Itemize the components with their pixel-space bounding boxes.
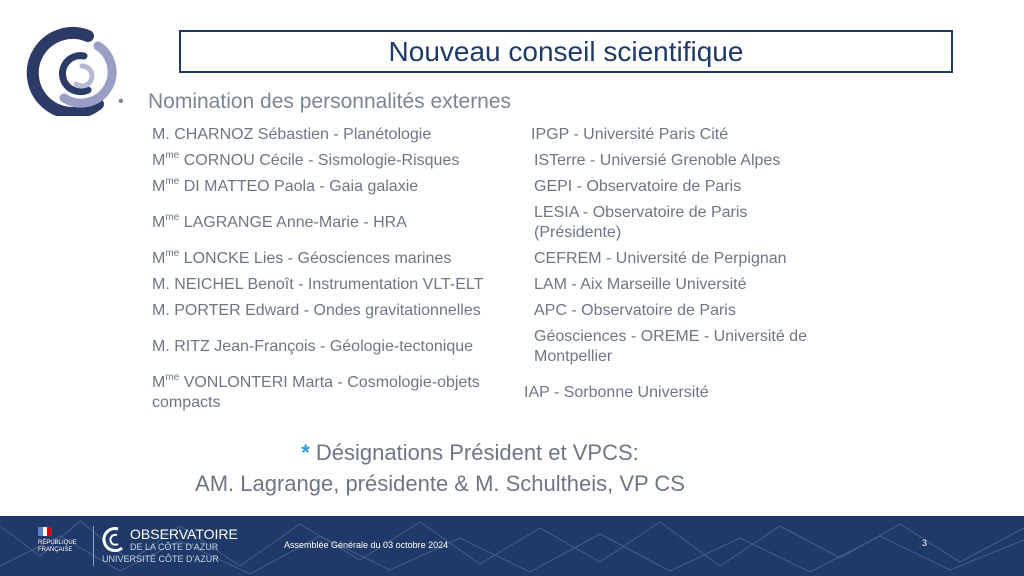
slide-title <box>179 30 953 73</box>
member-row <box>152 174 872 200</box>
bullet-icon: • <box>118 93 124 111</box>
member-institution: GEPI - Observatoire de Paris <box>534 178 742 195</box>
rf-line1: RÉPUBLIQUE <box>38 540 77 546</box>
member-name: $M^{me}$ VONLONTERI Marta - Cosmologie-objets compacts <box>152 372 480 411</box>
member-institution: LESIA - Observatoire de Paris (Présidente) <box>534 204 748 241</box>
member-row <box>152 246 872 272</box>
member-name: $M^{me}$ LAGRANGE Anne-Marie - HRA <box>152 212 407 231</box>
footer-divider <box>93 526 94 566</box>
oca-line3: UNIVERSITÉ CÔTE D'AZUR <box>102 554 219 564</box>
member-name: $M^{me}$ DI MATTEO Paola - Gaia galaxie <box>152 176 419 195</box>
rf-line2: FRANÇAISE <box>38 547 73 553</box>
member-name: M. PORTER Edward - Ondes gravitationnelles <box>152 302 481 319</box>
member-row <box>152 200 872 246</box>
subtitle <box>118 90 511 114</box>
member-institution: CEFREM - Université de Perpignan <box>534 250 787 267</box>
oca-line2: DE LA CÔTE D'AZUR <box>130 542 219 552</box>
member-row <box>152 148 872 174</box>
member-row <box>152 370 872 416</box>
member-row <box>152 298 872 324</box>
footer-event-text: Assemblée Générale du 03 octobre 2024 <box>284 540 449 550</box>
observatoire-logo <box>26 26 126 116</box>
member-name: M. CHARNOZ Sébastien - Planétologie <box>152 126 432 143</box>
member-name: $M^{me}$ LONCKE Lies - Géosciences marines <box>152 248 452 267</box>
member-row <box>152 324 872 370</box>
member-institution: IPGP - Université Paris Cité <box>531 126 729 143</box>
member-institution: LAM - Aix Marseille Université <box>534 276 747 293</box>
member-name: $M^{me}$ CORNOU Cécile - Sismologie-Risques <box>152 150 460 169</box>
designations-detail: AM. Lagrange, présidente & M. Schultheis, VP CS <box>195 471 685 496</box>
member-institution: IAP - Sorbonne Université <box>524 384 709 401</box>
republique-francaise-logo <box>38 527 77 554</box>
member-name: M. RITZ Jean-François - Géologie-tectonique <box>152 338 474 355</box>
flag-icon <box>38 527 52 536</box>
designations <box>0 437 880 499</box>
member-row <box>152 122 872 148</box>
members-table <box>152 122 872 416</box>
member-name: M. NEICHEL Benoît - Instrumentation VLT-ELT <box>152 276 484 293</box>
member-row <box>152 272 872 298</box>
member-institution: APC - Observatoire de Paris <box>534 302 736 319</box>
page-number: 3 <box>922 538 928 548</box>
subtitle-text: Nomination des personnalités externes <box>148 90 512 113</box>
member-institution: ISTerre - Universié Grenoble Alpes <box>534 152 781 169</box>
slide-title-text: Nouveau conseil scientifique <box>388 35 744 67</box>
oca-mark-icon <box>100 526 128 552</box>
member-institution: Géosciences - OREME - Université de Montpellier <box>534 328 807 365</box>
footer-bar <box>0 516 1024 576</box>
designations-heading <box>0 437 880 468</box>
oca-line1: OBSERVATOIRE <box>130 526 238 542</box>
designations-heading-text: Désignations Président et VPCS: <box>315 440 639 465</box>
asterisk-icon: * <box>301 440 310 465</box>
